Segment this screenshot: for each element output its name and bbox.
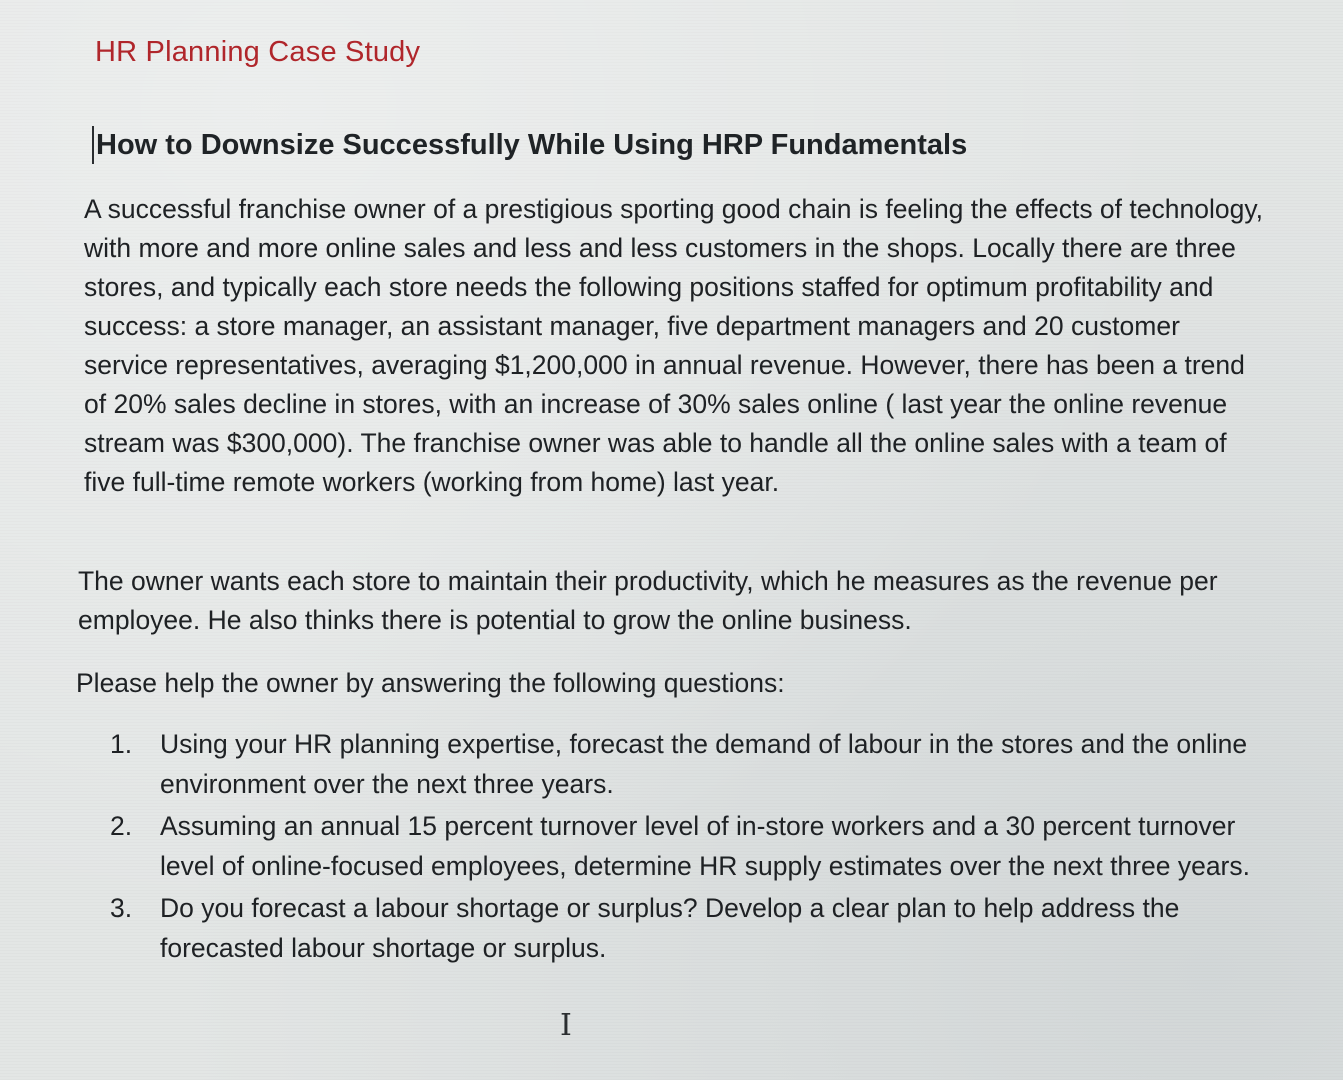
questions-list (110, 724, 1270, 970)
question-text: Using your HR planning expertise, forecast the demand of labour in the stores and the online environment over the next three years. (160, 729, 1248, 799)
case-study-title: How to Downsize Successfully While Using HRP Fundamentals (92, 126, 967, 164)
list-item (110, 806, 1270, 886)
list-item (110, 888, 1270, 968)
question-number: 2. (110, 811, 133, 841)
question-number: 1. (110, 729, 133, 759)
question-text: Assuming an annual 15 percent turnover level of in-store workers and a 30 percent turnover level of online-focused employees, determine HR supply estimates over the next three years. (160, 811, 1250, 881)
list-item (110, 724, 1270, 804)
question-number: 3. (110, 893, 133, 923)
text-cursor-icon: I (560, 1008, 572, 1043)
question-text: Do you forecast a labour shortage or surplus? Develop a clear plan to help address the forecasted labour shortage or surplus. (160, 893, 1180, 963)
instructions-paragraph: Please help the owner by answering the following questions: (76, 668, 785, 698)
document-header: HR Planning Case Study (95, 36, 421, 68)
intro-paragraph: A successful franchise owner of a prestigious sporting good chain is feeling the effects of technology, with more and more online sales and less and less customers in the shops. Locally there are three stores, and typically each store needs the following positions staffed for optimum profitability and success: a store manager, an assistant manager, five department managers and 20 customer service representatives, averaging $1,200,000 in annual revenue. However, there has been a trend of 20% sales decline in stores, with an increase of 30% sales online ( last year the online revenue stream was $300,000). The franchise owner was able to handle all the online sales with a team of five full-time remote workers (working from home) last year. (84, 194, 1263, 497)
owner-goal-paragraph: The owner wants each store to maintain their productivity, which he measures as the revenue per employee. He also thinks there is potential to grow the online business. (78, 566, 1218, 635)
